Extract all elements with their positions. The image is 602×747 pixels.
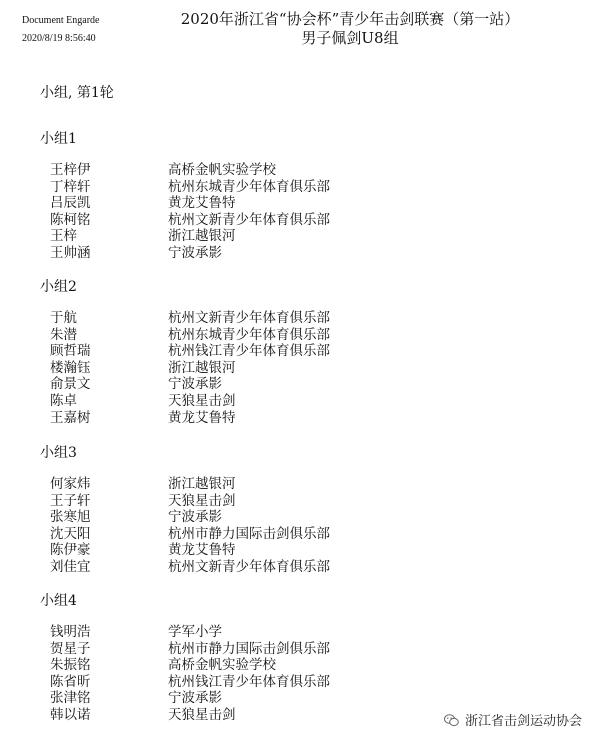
fencer-club: 杭州钱江青少年体育俱乐部	[168, 673, 330, 690]
fencer-name: 陈卓	[50, 393, 77, 409]
fencer-club: 杭州东城青少年体育俱乐部	[168, 178, 330, 195]
fencer-row	[50, 476, 570, 492]
fencer-name: 顾哲瑞	[50, 343, 91, 360]
fencer-row	[50, 559, 570, 575]
fencer-club: 宁波承影	[168, 245, 222, 261]
fencer-club: 杭州市静力国际击剑俱乐部	[168, 640, 330, 657]
fencer-name: 王嘉树	[50, 409, 91, 426]
fencer-club: 宁波承影	[168, 509, 222, 526]
fencer-name: 张寒旭	[50, 509, 91, 526]
fencer-club: 天狼星击剑	[168, 393, 236, 409]
fencer-club: 杭州文新青少年体育俱乐部	[168, 310, 330, 326]
fencer-name: 沈天阳	[50, 525, 91, 542]
fencer-row	[50, 493, 570, 509]
fencer-row	[50, 228, 570, 244]
fencer-club: 浙江越银河	[168, 476, 236, 492]
fencer-row	[50, 690, 570, 706]
fencer-name: 王梓伊	[50, 162, 91, 178]
fencer-name: 王帅涵	[50, 245, 91, 261]
group-title: 小组2	[40, 279, 77, 295]
title-line-1: 2020年浙江省“协会杯”青少年击剑联赛（第一站）	[180, 10, 520, 28]
fencer-row	[50, 162, 570, 178]
round-title: 小组, 第1轮	[40, 85, 114, 101]
timestamp: 2020/8/19 8:56:40	[22, 33, 96, 44]
fencer-club: 高桥金帆实验学校	[168, 657, 276, 674]
fencer-club: 杭州市静力国际击剑俱乐部	[168, 525, 330, 542]
fencer-name: 陈伊豪	[50, 542, 91, 559]
fencer-row	[50, 393, 570, 409]
wechat-icon	[444, 714, 459, 727]
fencer-club: 杭州钱江青少年体育俱乐部	[168, 343, 330, 360]
fencer-club: 宁波承影	[168, 376, 222, 393]
fencer-row	[50, 410, 570, 426]
fencer-club: 黄龙艾鲁特	[168, 195, 236, 212]
group-title: 小组1	[40, 131, 77, 147]
fencer-name: 刘佳宜	[50, 559, 91, 575]
fencer-club: 高桥金帆实验学校	[168, 162, 276, 178]
fencer-club: 浙江越银河	[168, 359, 236, 376]
fencer-row	[50, 310, 570, 326]
fencer-club: 学军小学	[168, 624, 222, 640]
fencer-club: 天狼星击剑	[168, 707, 236, 723]
fencer-row	[50, 360, 570, 376]
fencer-row	[50, 376, 570, 392]
fencer-club: 杭州文新青少年体育俱乐部	[168, 559, 330, 575]
fencer-row	[50, 195, 570, 211]
fencer-row	[50, 212, 570, 228]
group-title: 小组4	[40, 593, 77, 609]
fencer-row	[50, 526, 570, 542]
fencer-name: 朱振铭	[50, 657, 91, 674]
fencer-club: 天狼星击剑	[168, 492, 236, 509]
fencer-club: 黄龙艾鲁特	[168, 409, 236, 426]
page-title	[150, 10, 550, 48]
fencer-name: 吕辰凯	[50, 195, 91, 212]
fencer-club: 浙江越银河	[168, 228, 236, 245]
fencer-club: 黄龙艾鲁特	[168, 542, 236, 559]
fencer-row	[50, 245, 570, 261]
fencer-row	[50, 542, 570, 558]
title-line-2: 男子佩剑U8组	[301, 29, 399, 47]
fencer-name: 王子轩	[50, 492, 91, 509]
fencer-club: 杭州东城青少年体育俱乐部	[168, 326, 330, 343]
fencer-club: 杭州文新青少年体育俱乐部	[168, 211, 330, 228]
fencer-row	[50, 624, 570, 640]
fencer-name: 何家炜	[50, 476, 91, 492]
fencer-name: 丁梓轩	[50, 178, 91, 195]
fencer-row	[50, 674, 570, 690]
fencer-row	[50, 509, 570, 525]
fencer-name: 韩以诺	[50, 707, 91, 723]
fencer-row	[50, 641, 570, 657]
fencer-name: 于航	[50, 310, 77, 326]
fencer-row	[50, 657, 570, 673]
fencer-row	[50, 327, 570, 343]
fencer-club: 宁波承影	[168, 690, 222, 707]
fencer-name: 王梓	[50, 228, 77, 245]
fencer-name: 张津铭	[50, 690, 91, 707]
fencer-row	[50, 343, 570, 359]
fencer-name: 钱明浩	[50, 624, 91, 640]
app-name: Document Engarde	[22, 15, 100, 26]
fencer-row	[50, 179, 570, 195]
watermark	[444, 710, 582, 729]
fencer-name: 朱潜	[50, 326, 77, 343]
fencer-name: 俞景文	[50, 376, 91, 393]
fencer-name: 陈省昕	[50, 673, 91, 690]
fencer-name: 楼瀚钰	[50, 359, 91, 376]
group-title: 小组3	[40, 445, 77, 461]
fencer-name: 陈柯铭	[50, 211, 91, 228]
fencer-name: 贺星子	[50, 640, 91, 657]
watermark-text: 浙江省击剑运动协会	[464, 714, 582, 729]
